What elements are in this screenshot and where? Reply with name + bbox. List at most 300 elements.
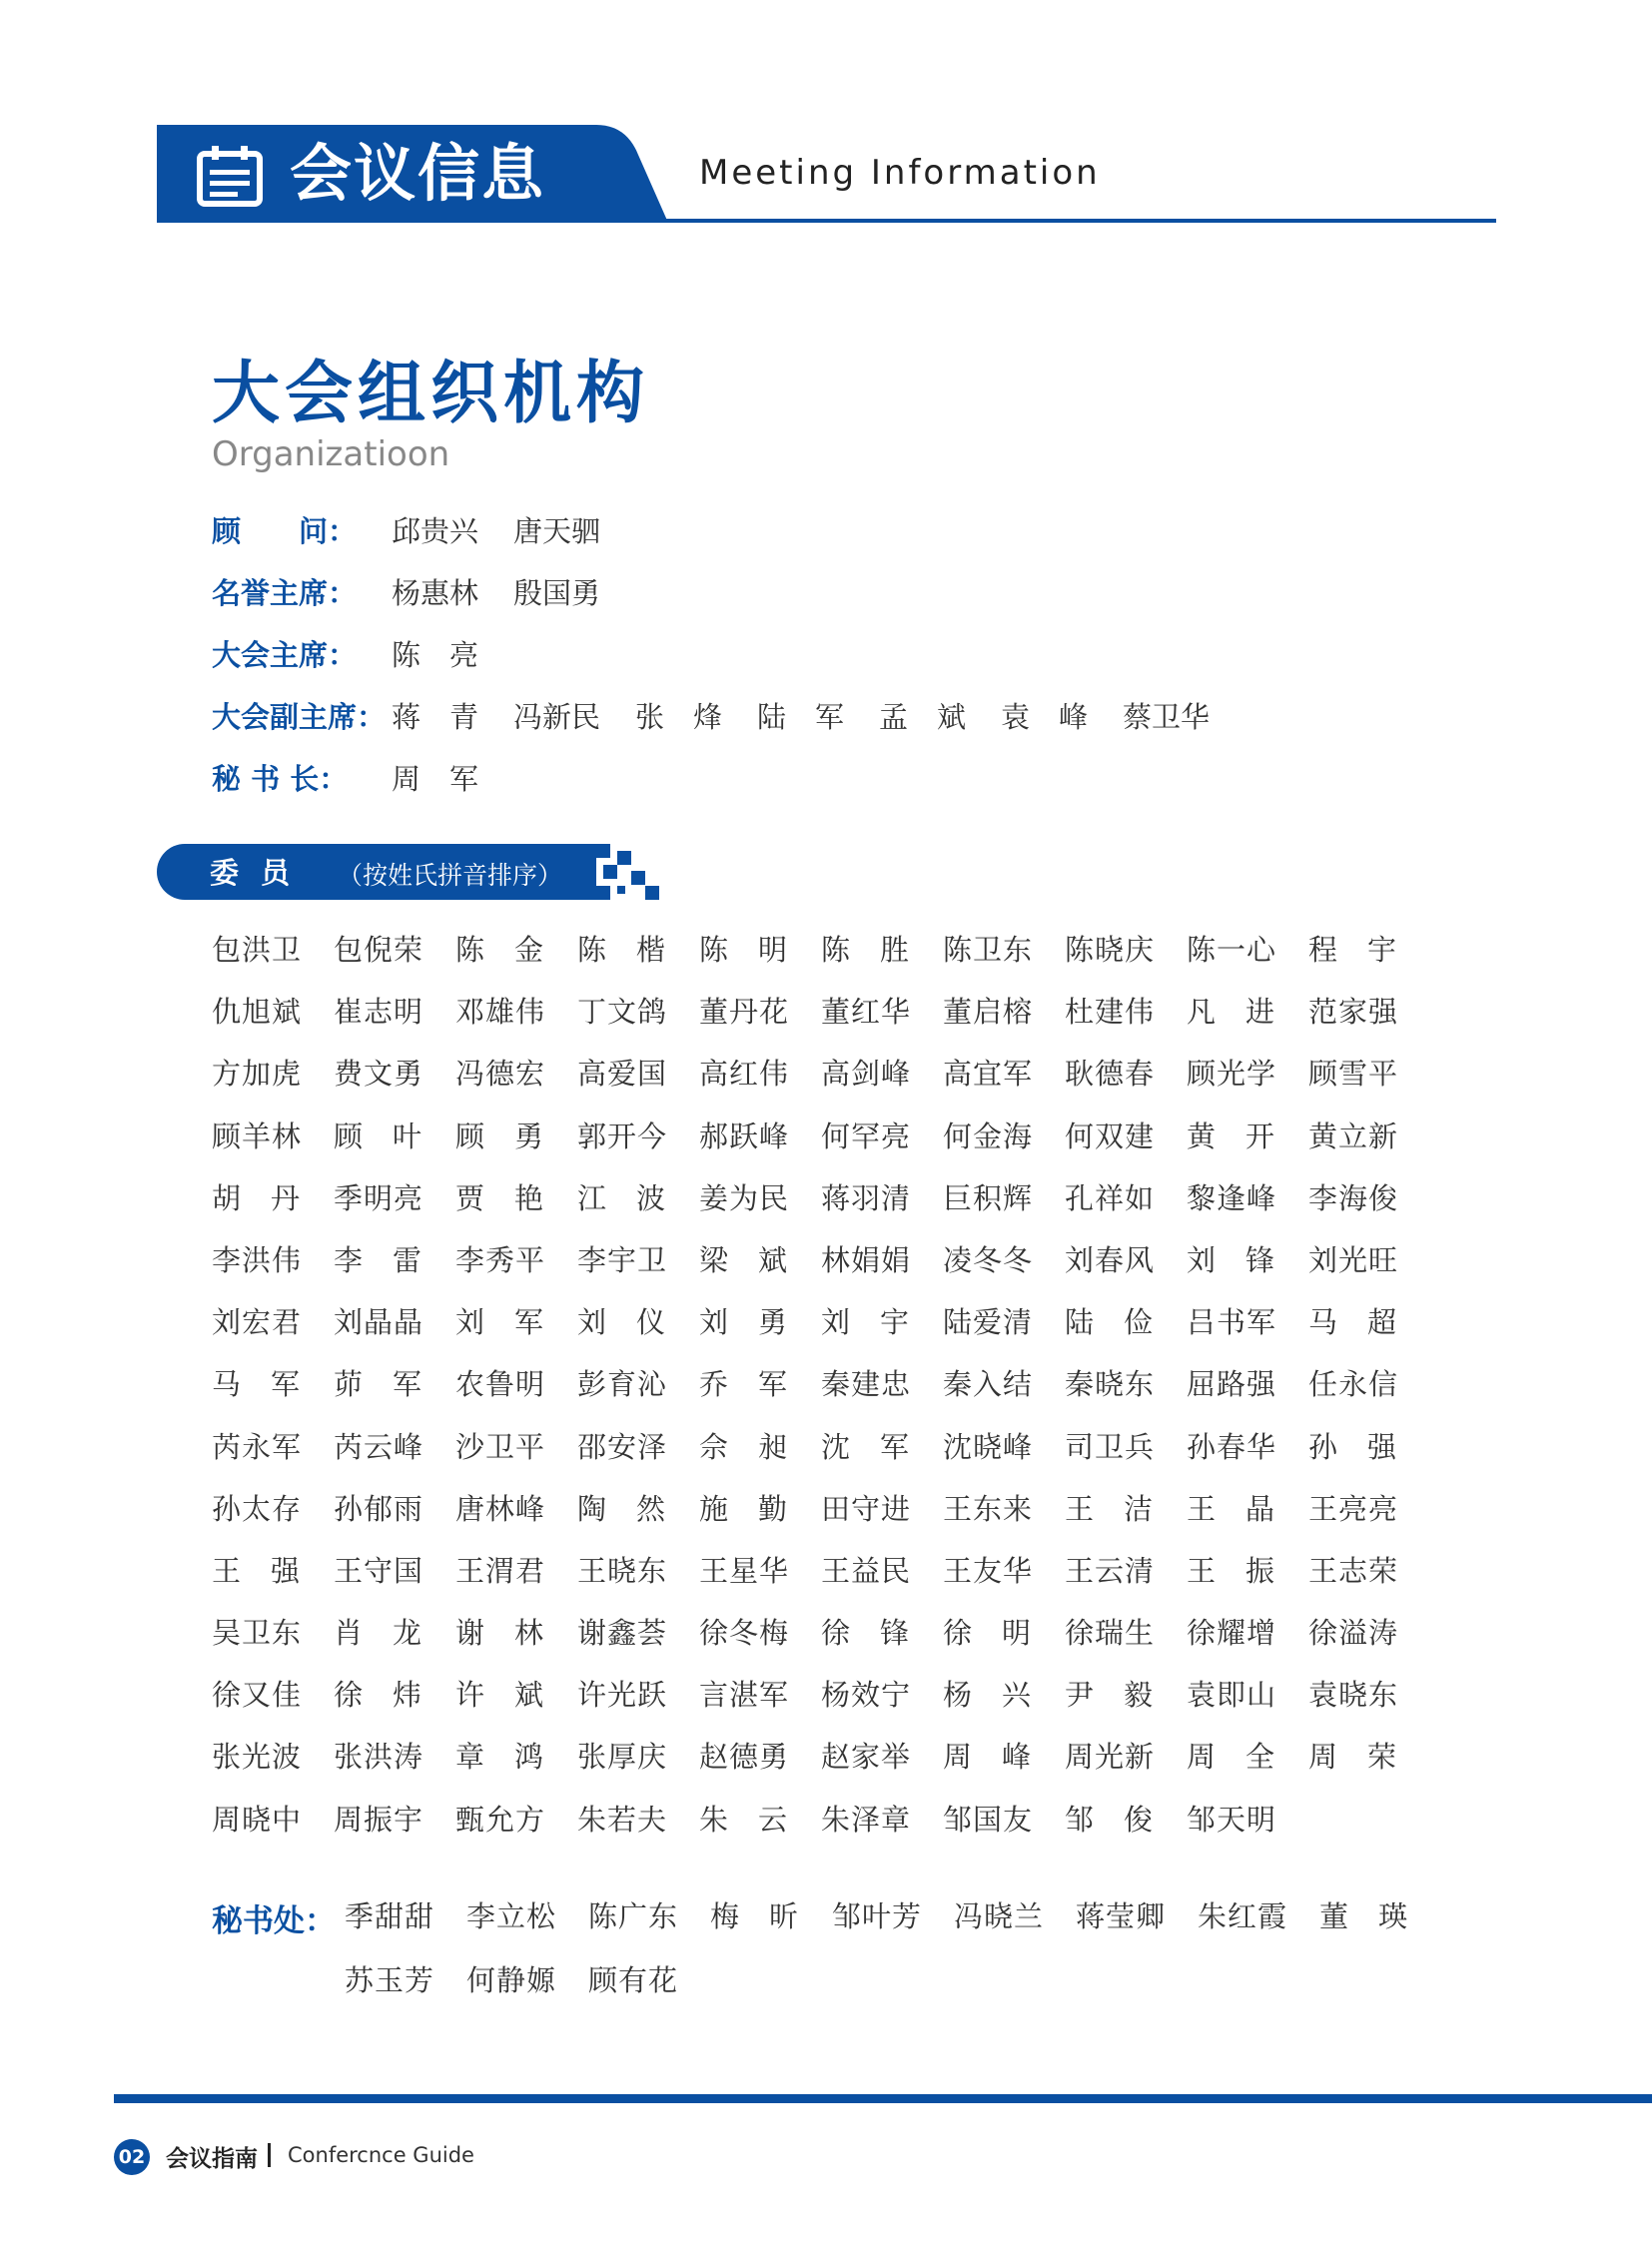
- committee-member: [334, 1612, 455, 1674]
- committee-member-name: 赵德勇: [699, 1740, 790, 1775]
- committee-member-name: 林娟娟: [821, 1242, 912, 1277]
- committee-member: [821, 1239, 943, 1301]
- committee-member: [821, 1550, 943, 1612]
- committee-member: [1308, 1674, 1430, 1736]
- committee-member: [821, 929, 943, 991]
- leadership-name: 周 军: [392, 762, 479, 796]
- committee-member-name: 丁文鸽: [577, 995, 668, 1030]
- committee-member: [212, 1550, 334, 1612]
- committee-member: [1065, 1612, 1187, 1674]
- committee-member-name: 彭育沁: [577, 1367, 668, 1402]
- committee-member-name: 张光波: [212, 1740, 303, 1775]
- footer-divider: [268, 2143, 271, 2167]
- committee-member: [943, 991, 1065, 1053]
- committee-member-name: 孔祥如: [1065, 1180, 1156, 1215]
- secretariat-member: [466, 1959, 588, 2001]
- committee-member: [1187, 1612, 1308, 1674]
- committee-member: [699, 1116, 821, 1177]
- committee-member: [821, 1736, 943, 1798]
- committee-member: [1308, 1488, 1430, 1550]
- committee-member-name: 何罕亮: [821, 1119, 912, 1153]
- committee-member: [699, 1363, 821, 1425]
- committee-member-name: 周全: [1187, 1740, 1305, 1775]
- header-title: 会议信息: [290, 137, 546, 210]
- committee-member-name: 凌冬冬: [943, 1242, 1034, 1277]
- committee-member-name: 徐又佳: [212, 1678, 303, 1713]
- committee-member: [1308, 929, 1430, 991]
- committee-member: [334, 929, 455, 991]
- committee-member: [577, 1674, 699, 1736]
- committee-member: [699, 1674, 821, 1736]
- committee-member-name: 费文勇: [334, 1057, 424, 1092]
- leadership-name: 杨惠林: [392, 576, 479, 610]
- committee-member: [577, 1488, 699, 1550]
- committee-member-name: 梁斌: [699, 1242, 818, 1277]
- committee-member: [699, 1426, 821, 1488]
- committee-member: [577, 1239, 699, 1301]
- committee-member-name: 孙强: [1308, 1429, 1427, 1464]
- committee-member: [943, 1177, 1065, 1239]
- committee-member-name: 巨积辉: [943, 1180, 1034, 1215]
- committee-member: [212, 1363, 334, 1425]
- committee-member-name: 姜为民: [699, 1180, 790, 1215]
- committee-member-name: 周峰: [943, 1740, 1062, 1775]
- leadership-row: [212, 757, 513, 797]
- secretariat-member-name: 季甜甜: [345, 1899, 435, 1933]
- committee-member: [943, 1736, 1065, 1798]
- committee-member: [943, 1116, 1065, 1177]
- committee-member-name: 田守进: [821, 1491, 912, 1526]
- committee-member-name: 陈一心: [1187, 933, 1277, 967]
- committee-member: [699, 991, 821, 1053]
- footer-subtitle: Confercnce Guide: [288, 2143, 474, 2167]
- committee-member-name: 刘仪: [577, 1305, 696, 1340]
- committee-member: [943, 1301, 1065, 1363]
- committee-member-name: 吕书军: [1187, 1305, 1277, 1340]
- secretariat-member-name: 何静嫄: [466, 1963, 557, 1997]
- committee-member: [1187, 929, 1308, 991]
- committee-member: [821, 1426, 943, 1488]
- committee-member-name: 乔军: [699, 1367, 818, 1402]
- committee-member-name: 张厚庆: [577, 1740, 668, 1775]
- committee-member-name: 杨效宁: [821, 1678, 912, 1713]
- leadership-name: 张 烽: [635, 700, 723, 734]
- secretariat-member-name: 董瑛: [1319, 1899, 1438, 1933]
- committee-member-name: 许斌: [455, 1678, 574, 1713]
- committee-member: [943, 1674, 1065, 1736]
- committee-member: [577, 1736, 699, 1798]
- committee-label: 委员: [210, 856, 313, 890]
- committee-member: [212, 1053, 334, 1115]
- committee-member-name: 李雷: [334, 1242, 452, 1277]
- committee-member-name: 任永信: [1308, 1367, 1399, 1402]
- committee-member-name: 陆爱清: [943, 1305, 1034, 1340]
- committee-member-name: 沈军: [821, 1429, 940, 1464]
- committee-member: [699, 1736, 821, 1798]
- committee-member: [1308, 1053, 1430, 1115]
- committee-member-name: 何双建: [1065, 1119, 1156, 1153]
- committee-member-name: 江波: [577, 1180, 696, 1215]
- committee-member-name: 王振: [1187, 1553, 1305, 1588]
- committee-member: [699, 1053, 821, 1115]
- committee-member-name: 贾艳: [455, 1180, 574, 1215]
- committee-member: [1187, 1177, 1308, 1239]
- committee-member: [577, 1116, 699, 1177]
- committee-member: [1187, 1736, 1308, 1798]
- committee-member: [1187, 991, 1308, 1053]
- committee-member: [699, 1799, 821, 1861]
- committee-member-name: 陶然: [577, 1491, 696, 1526]
- leadership-label: 大会主席：: [212, 638, 358, 672]
- committee-member-name: 徐锋: [821, 1616, 940, 1651]
- committee-member-name: 周振宇: [334, 1802, 424, 1837]
- committee-member-name: 黄立新: [1308, 1119, 1399, 1153]
- committee-member-name: 王东来: [943, 1491, 1034, 1526]
- committee-member: [943, 1612, 1065, 1674]
- committee-member: [1065, 1177, 1187, 1239]
- committee-member: [577, 1363, 699, 1425]
- committee-member: [821, 1053, 943, 1115]
- committee-member: [943, 1053, 1065, 1115]
- committee-member: [1065, 1426, 1187, 1488]
- committee-member: [821, 1488, 943, 1550]
- committee-member-name: 言湛军: [699, 1678, 790, 1713]
- committee-member-name: 王星华: [699, 1553, 790, 1588]
- committee-member: [455, 1053, 577, 1115]
- committee-member: [1065, 1550, 1187, 1612]
- committee-member: [1308, 1426, 1430, 1488]
- committee-member: [577, 1177, 699, 1239]
- committee-member: [577, 1053, 699, 1115]
- committee-member-name: 蒋羽清: [821, 1180, 912, 1215]
- committee-member-name: 马军: [212, 1367, 331, 1402]
- committee-member-name: 顾羊林: [212, 1119, 303, 1153]
- leadership-label: 顾 问：: [212, 514, 358, 548]
- committee-member: [334, 1239, 455, 1301]
- committee-member: [699, 929, 821, 991]
- committee-member: [943, 929, 1065, 991]
- committee-member-name: 高红伟: [699, 1057, 790, 1092]
- committee-member-name: 刘宏君: [212, 1305, 303, 1340]
- committee-member: [212, 929, 334, 991]
- committee-member: [455, 991, 577, 1053]
- leadership-label: 秘 书 长：: [212, 762, 349, 796]
- committee-member-name: 吴卫东: [212, 1616, 303, 1651]
- committee-member-name: 唐林峰: [455, 1491, 546, 1526]
- committee-member: [943, 1239, 1065, 1301]
- committee-member: [455, 1426, 577, 1488]
- committee-member: [821, 1612, 943, 1674]
- committee-member-name: 高剑峰: [821, 1057, 912, 1092]
- committee-member-name: 范家强: [1308, 995, 1399, 1030]
- committee-member: [455, 1239, 577, 1301]
- committee-member-name: 杜建伟: [1065, 995, 1156, 1030]
- leadership-name: 陆 军: [757, 700, 845, 734]
- committee-member: [334, 1799, 455, 1861]
- secretariat-names: [345, 1895, 1543, 2001]
- secretariat-member: [466, 1895, 588, 1937]
- committee-member: [699, 1177, 821, 1239]
- committee-member: [577, 1612, 699, 1674]
- secretariat-member-name: 陈广东: [588, 1899, 679, 1933]
- leadership-row: [212, 509, 635, 549]
- leadership-label: 大会副主席：: [212, 700, 387, 734]
- committee-member: [943, 1426, 1065, 1488]
- committee-member: [334, 1550, 455, 1612]
- secretariat-member-name: 苏玉芳: [345, 1963, 435, 1997]
- committee-member: [212, 991, 334, 1053]
- committee-member-name: 高爱国: [577, 1057, 668, 1092]
- committee-member-name: 何金海: [943, 1119, 1034, 1153]
- committee-member-name: 顾勇: [455, 1119, 574, 1153]
- leadership-name: 蒋 青: [392, 700, 479, 734]
- committee-member-name: 章鸿: [455, 1740, 574, 1775]
- committee-member-name: 李宇卫: [577, 1242, 668, 1277]
- committee-member-name: 刘春风: [1065, 1242, 1156, 1277]
- committee-member-name: 黎逢峰: [1187, 1180, 1277, 1215]
- committee-member-name: 朱云: [699, 1802, 818, 1837]
- committee-member: [1065, 1363, 1187, 1425]
- committee-member-name: 董启榕: [943, 995, 1034, 1030]
- committee-member-name: 周荣: [1308, 1740, 1427, 1775]
- committee-member: [943, 1488, 1065, 1550]
- committee-member-name: 屈路强: [1187, 1367, 1277, 1402]
- committee-member-name: 秦晓东: [1065, 1367, 1156, 1402]
- committee-member: [1065, 1488, 1187, 1550]
- committee-member: [1065, 929, 1187, 991]
- committee-member-name: 秦入结: [943, 1367, 1034, 1402]
- committee-member-name: 王晓东: [577, 1553, 668, 1588]
- secretariat-member: [1198, 1895, 1319, 1937]
- committee-member: [455, 1550, 577, 1612]
- committee-member-name: 陈金: [455, 933, 574, 967]
- committee-member-name: 孙郁雨: [334, 1491, 424, 1526]
- committee-member: [334, 1736, 455, 1798]
- committee-member: [212, 1799, 334, 1861]
- committee-member: [212, 1426, 334, 1488]
- committee-member-name: 耿德春: [1065, 1057, 1156, 1092]
- committee-member: [577, 1799, 699, 1861]
- committee-member-name: 肖龙: [334, 1616, 452, 1651]
- committee-member-name: 茆军: [334, 1367, 452, 1402]
- committee-member: [577, 1301, 699, 1363]
- committee-member-name: 刘勇: [699, 1305, 818, 1340]
- leadership-name: 蔡卫华: [1123, 700, 1211, 734]
- section-title: 大会组织机构: [212, 355, 650, 433]
- committee-member: [1187, 1674, 1308, 1736]
- leadership-name: 冯新民: [513, 700, 601, 734]
- committee-member-name: 崔志明: [334, 995, 424, 1030]
- leadership-name: 袁 峰: [1001, 700, 1089, 734]
- committee-member-name: 方加虎: [212, 1057, 303, 1092]
- committee-member: [455, 1736, 577, 1798]
- committee-member-name: 芮永军: [212, 1429, 303, 1464]
- committee-member-name: 沈晓峰: [943, 1429, 1034, 1464]
- committee-member: [1308, 1550, 1430, 1612]
- committee-member: [699, 1612, 821, 1674]
- committee-member: [1065, 1053, 1187, 1115]
- committee-member: [1308, 1736, 1430, 1798]
- committee-member: [212, 1488, 334, 1550]
- committee-member: [212, 1612, 334, 1674]
- committee-member: [1308, 1612, 1430, 1674]
- committee-member-name: 胡丹: [212, 1180, 331, 1215]
- committee-member-name: 包倪荣: [334, 933, 424, 967]
- committee-member-name: 司卫兵: [1065, 1429, 1156, 1464]
- committee-member-name: 郝跃峰: [699, 1119, 790, 1153]
- committee-member: [1308, 1363, 1430, 1425]
- secretariat-member: [588, 1959, 710, 2001]
- committee-member: [1308, 1177, 1430, 1239]
- committee-member: [1308, 1301, 1430, 1363]
- committee-member-name: 朱若夫: [577, 1802, 668, 1837]
- committee-member: [943, 1363, 1065, 1425]
- committee-member-name: 张洪涛: [334, 1740, 424, 1775]
- committee-member-name: 王晶: [1187, 1491, 1305, 1526]
- committee-member-name: 邓雄伟: [455, 995, 546, 1030]
- secretariat-member: [345, 1959, 466, 2001]
- committee-member: [455, 1301, 577, 1363]
- committee-member-name: 刘宇: [821, 1305, 940, 1340]
- committee-member-name: 邹国友: [943, 1802, 1034, 1837]
- committee-member-name: 陈明: [699, 933, 818, 967]
- committee-member-name: 徐溢涛: [1308, 1616, 1399, 1651]
- committee-member: [821, 1674, 943, 1736]
- committee-member-name: 黄开: [1187, 1119, 1305, 1153]
- committee-member: [821, 1177, 943, 1239]
- leadership-label: 名誉主席：: [212, 576, 358, 610]
- committee-member: [1308, 991, 1430, 1053]
- committee-member: [1187, 1363, 1308, 1425]
- committee-member-name: 凡进: [1187, 995, 1305, 1030]
- secretariat-member-name: 邹叶芳: [832, 1899, 923, 1933]
- committee-member: [821, 1799, 943, 1861]
- committee-member-name: 邵安泽: [577, 1429, 668, 1464]
- committee-member-name: 施勤: [699, 1491, 818, 1526]
- committee-member-name: 王亮亮: [1308, 1491, 1399, 1526]
- committee-member: [943, 1799, 1065, 1861]
- section-subtitle: Organizatioon: [212, 434, 450, 474]
- committee-member: [1065, 1736, 1187, 1798]
- committee-member: [455, 1488, 577, 1550]
- page-number-badge: 02: [114, 2139, 150, 2175]
- committee-member-name: 顾雪平: [1308, 1057, 1399, 1092]
- committee-member-name: 仇旭斌: [212, 995, 303, 1030]
- header-subtitle: Meeting Information: [699, 153, 1101, 193]
- committee-member-name: 邹天明: [1187, 1802, 1277, 1837]
- secretariat-member-name: 梅昕: [710, 1899, 829, 1933]
- committee-member-name: 徐明: [943, 1616, 1062, 1651]
- committee-member-name: 赵家举: [821, 1740, 912, 1775]
- committee-member: [455, 929, 577, 991]
- committee-member-name: 尹毅: [1065, 1678, 1184, 1713]
- committee-member: [1308, 1116, 1430, 1177]
- committee-member: [334, 1363, 455, 1425]
- committee-member-name: 周光新: [1065, 1740, 1156, 1775]
- committee-member: [334, 1116, 455, 1177]
- committee-member-name: 季明亮: [334, 1180, 424, 1215]
- committee-member: [1065, 991, 1187, 1053]
- committee-member: [699, 1301, 821, 1363]
- secretariat-member-name: 李立松: [466, 1899, 557, 1933]
- committee-member: [1187, 1426, 1308, 1488]
- committee-member: [334, 1301, 455, 1363]
- secretariat-member: [588, 1895, 710, 1937]
- secretariat-member-name: 冯晓兰: [954, 1899, 1045, 1933]
- committee-member: [699, 1488, 821, 1550]
- secretariat-member-name: 蒋莹卿: [1076, 1899, 1167, 1933]
- committee-member-name: 王友华: [943, 1553, 1034, 1588]
- committee-note: （按姓氏拼音排序）: [338, 861, 563, 890]
- committee-member-name: 秦建忠: [821, 1367, 912, 1402]
- committee-member: [821, 1301, 943, 1363]
- committee-member: [212, 1177, 334, 1239]
- committee-member: [577, 991, 699, 1053]
- committee-member-name: 孙春华: [1187, 1429, 1277, 1464]
- committee-member: [455, 1177, 577, 1239]
- committee-member-name: 佘昶: [699, 1429, 818, 1464]
- committee-member: [1308, 1239, 1430, 1301]
- leadership-name: 殷国勇: [513, 576, 601, 610]
- secretariat-member: [1319, 1895, 1441, 1937]
- committee-member-name: 冯德宏: [455, 1057, 546, 1092]
- committee-member-name: 高宜军: [943, 1057, 1034, 1092]
- committee-member-name: 甄允方: [455, 1802, 546, 1837]
- committee-member-name: 谢林: [455, 1616, 574, 1651]
- leadership-row: [212, 633, 513, 673]
- committee-member-name: 徐瑞生: [1065, 1616, 1156, 1651]
- committee-member-name: 王守国: [334, 1553, 424, 1588]
- committee-member: [577, 929, 699, 991]
- committee-member-name: 农鲁明: [455, 1367, 546, 1402]
- committee-member-name: 顾光学: [1187, 1057, 1277, 1092]
- committee-member: [1187, 1053, 1308, 1115]
- leadership-name: 唐天驷: [513, 514, 601, 548]
- committee-member-name: 王益民: [821, 1553, 912, 1588]
- committee-member: [821, 991, 943, 1053]
- committee-member-name: 徐冬梅: [699, 1616, 790, 1651]
- committee-member-name: 杨兴: [943, 1678, 1062, 1713]
- committee-member: [212, 1116, 334, 1177]
- committee-member: [455, 1612, 577, 1674]
- committee-member-name: 邹俊: [1065, 1802, 1184, 1837]
- committee-member-name: 陆俭: [1065, 1305, 1184, 1340]
- committee-member-name: 周晓中: [212, 1802, 303, 1837]
- secretariat-label: 秘书处：: [212, 1903, 336, 1939]
- committee-member: [699, 1239, 821, 1301]
- committee-member: [1065, 1116, 1187, 1177]
- leadership-name: 邱贵兴: [392, 514, 479, 548]
- committee-member-name: 马超: [1308, 1305, 1427, 1340]
- committee-member: [212, 1239, 334, 1301]
- leadership-name: 孟 斌: [879, 700, 967, 734]
- committee-member: [455, 1116, 577, 1177]
- committee-member-name: 董红华: [821, 995, 912, 1030]
- committee-member-name: 程宇: [1308, 933, 1427, 967]
- leadership-row: [212, 695, 1244, 735]
- committee-member: [821, 1116, 943, 1177]
- committee-member-name: 李洪伟: [212, 1242, 303, 1277]
- committee-member-name: 王强: [212, 1553, 331, 1588]
- committee-member: [212, 1674, 334, 1736]
- committee-member-name: 朱泽章: [821, 1802, 912, 1837]
- committee-member-name: 陈胜: [821, 933, 940, 967]
- committee-member-name: 刘锋: [1187, 1242, 1305, 1277]
- committee-member: [1065, 1799, 1187, 1861]
- committee-member-name: 李海俊: [1308, 1180, 1399, 1215]
- committee-member-name: 顾叶: [334, 1119, 452, 1153]
- committee-member-name: 董丹花: [699, 995, 790, 1030]
